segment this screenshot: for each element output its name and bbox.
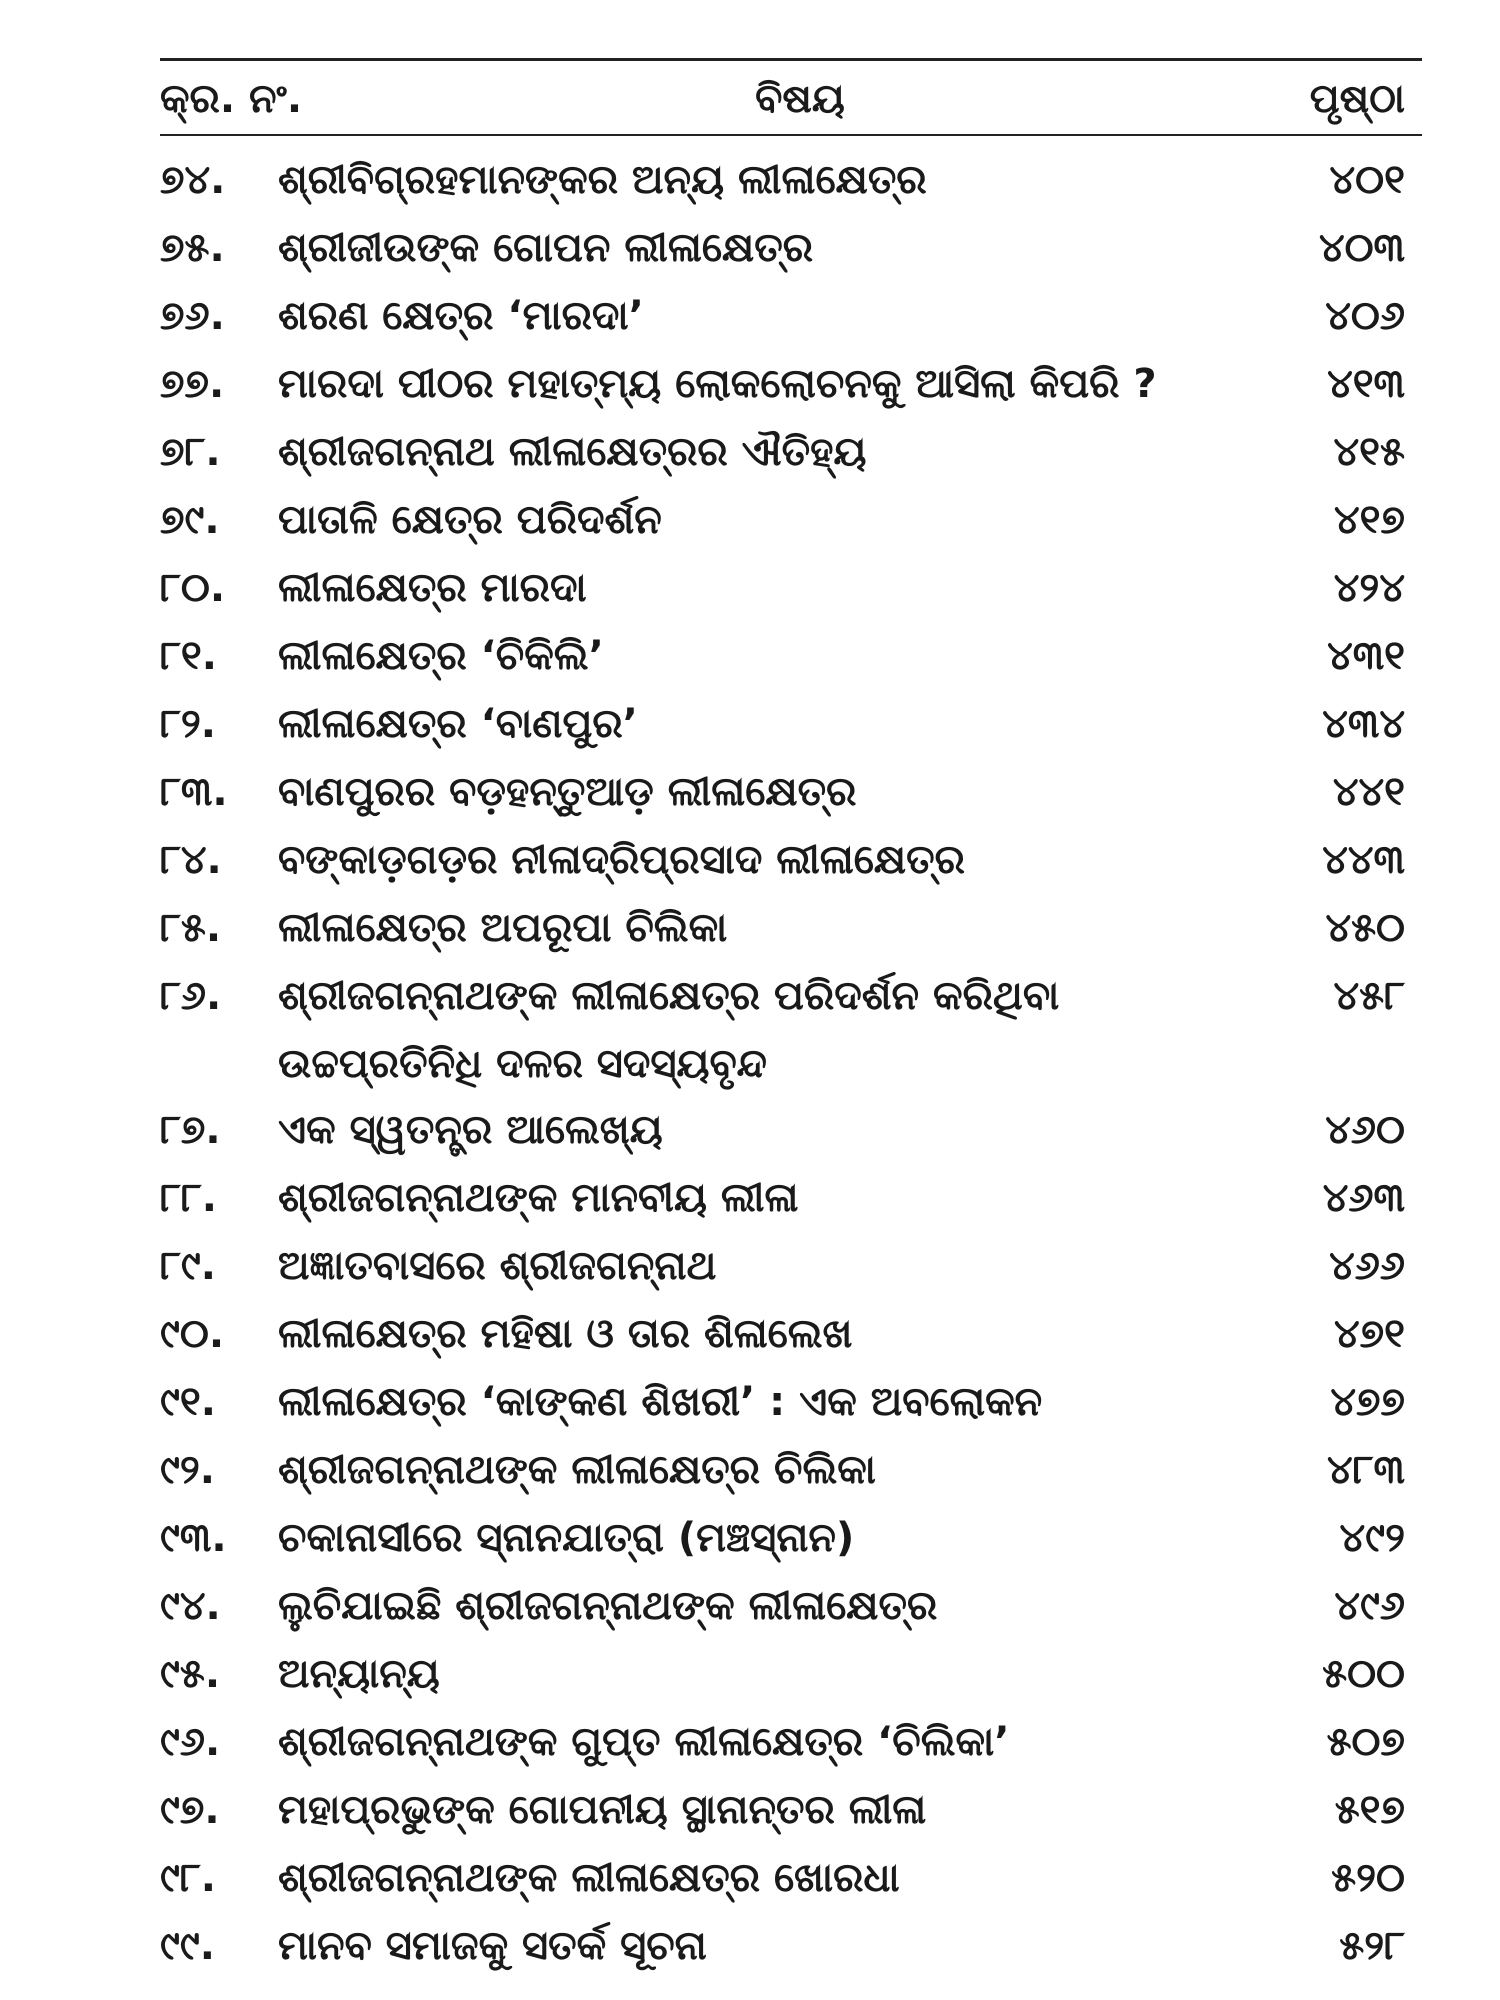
entry-title-line: ଲୀଳାକ୍ଷେତ୍ର ମହିଷା ଓ ତାର ଶିଳାଲେଖ [278, 1311, 853, 1357]
entry-page-number: ୪୨୪ [1333, 565, 1405, 611]
entry-number: ୮୦. [160, 565, 226, 611]
entry-number: ୯୯. [160, 1923, 215, 1969]
entry-number: ୮୪. [160, 837, 222, 883]
entry-title [278, 350, 1238, 418]
entry-title [278, 1708, 1238, 1776]
toc-entry [0, 1640, 1500, 1708]
header-number-label: କ୍ର. ନଂ. [160, 76, 303, 122]
entry-number: ୯୮. [160, 1855, 216, 1901]
entry-title-line: ମାନବ ସମାଜକୁ ସତର୍କ ସୂଚନା [278, 1923, 707, 1969]
entry-page-number: ୪୯୨ [1339, 1515, 1405, 1561]
toc-entry [0, 486, 1500, 554]
toc-entry [0, 1912, 1500, 1980]
entry-title [278, 1164, 1238, 1232]
entry-title [278, 418, 1238, 486]
entry-title-line: ଚକାନାସୀରେ ସ୍ନାନଯାତ୍ରା (ମଞ୍ଚସ୍ନାନ) [278, 1515, 855, 1561]
entry-title [278, 1640, 1238, 1708]
entry-title [278, 1096, 1238, 1164]
entry-title [278, 282, 1238, 350]
toc-entry [0, 758, 1500, 826]
entry-title-line: ଲୀଳାକ୍ଷେତ୍ର ‘ବାଣପୁର’ [278, 701, 638, 747]
toc-list [0, 146, 1500, 1980]
entry-page-number: ୪୭୭ [1330, 1379, 1405, 1425]
entry-number: ୯୧. [160, 1379, 216, 1425]
entry-title-line: ଲୀଳାକ୍ଷେତ୍ର ମାରଦା [278, 565, 587, 611]
entry-page-number: ୪୬୬ [1329, 1243, 1405, 1289]
entry-title-line: ଏକ ସ୍ୱତନ୍ତ୍ର ଆଲେଖ୍ୟ [278, 1107, 663, 1153]
entry-number: ୭୮. [160, 429, 221, 475]
toc-header [0, 68, 1500, 130]
entry-title-line: ଶରଣ କ୍ଷେତ୍ର ‘ମାରଦା’ [278, 293, 644, 339]
entry-number: ୭୬. [160, 293, 225, 339]
entry-title-line: ବଙ୍କାଡ଼ଗଡ଼ର ନୀଳାଦ୍ରିପ୍ରସାଦ ଲୀଳାକ୍ଷେତ୍ର [278, 837, 965, 883]
entry-number: ୮୭. [160, 1107, 221, 1153]
entry-number: ୯୫. [160, 1651, 221, 1697]
entry-page-number: ୪୫୦ [1325, 905, 1405, 951]
toc-entry [0, 1776, 1500, 1844]
toc-entry [0, 1368, 1500, 1436]
entry-title [278, 622, 1238, 690]
entry-title-line: ଶ୍ରୀଜଗନ୍ନାଥଙ୍କ ଲୀଳାକ୍ଷେତ୍ର ଚିଲିକା [278, 1447, 876, 1493]
entry-page-number: ୪୬୩ [1322, 1175, 1405, 1221]
entry-title [278, 214, 1238, 282]
entry-page-number: ୪୩୪ [1322, 701, 1405, 747]
toc-entry [0, 826, 1500, 894]
entry-page-number: ୪୪୧ [1332, 769, 1405, 815]
entry-title [278, 1368, 1238, 1436]
toc-entry [0, 962, 1500, 1096]
entry-title-line: ଲୁଚିଯାଇଛି ଶ୍ରୀଜଗନ୍ନାଥଙ୍କ ଲୀଳାକ୍ଷେତ୍ର [278, 1583, 938, 1629]
toc-entry [0, 622, 1500, 690]
entry-title-line: ଶ୍ରୀଜଗନ୍ନାଥଙ୍କ ଲୀଳାକ୍ଷେତ୍ର ଖୋରଧା [278, 1855, 900, 1901]
entry-title-line-2: ଉଚ୍ଚପ୍ରତିନିଧି ଦଳର ସଦସ୍ୟବୃନ୍ଦ [278, 1041, 767, 1087]
entry-title [278, 1844, 1238, 1912]
entry-page-number: ୫୦୭ [1326, 1719, 1405, 1765]
header-subject-label: ବିଷୟ [755, 76, 845, 122]
entry-page-number: ୪୧୭ [1334, 497, 1405, 543]
entry-title [278, 690, 1238, 758]
toc-entry [0, 282, 1500, 350]
entry-page-number: ୪୦୧ [1329, 157, 1405, 203]
entry-title-line: ଶ୍ରୀଜଗନ୍ନାଥଙ୍କ ଗୁପ୍ତ ଲୀଳାକ୍ଷେତ୍ର ‘ଚିଲିକା’ [278, 1719, 1010, 1765]
entry-title [278, 1776, 1238, 1844]
entry-number: ୮୬. [160, 973, 222, 1019]
entry-number: ୯୨. [160, 1447, 215, 1493]
entry-page-number: ୪୧୩ [1327, 361, 1405, 407]
entry-title [278, 826, 1238, 894]
entry-title-line: ଅଜ୍ଞାତବାସରେ ଶ୍ରୀଜଗନ୍ନାଥ [278, 1243, 717, 1289]
entry-title [278, 1504, 1238, 1572]
entry-title [278, 1912, 1238, 1980]
entry-page-number: ୪୩୧ [1327, 633, 1405, 679]
entry-title [278, 962, 1238, 1098]
entry-page-number: ୫୨୮ [1339, 1923, 1405, 1969]
entry-number: ୮୨. [160, 701, 216, 747]
entry-title-line: ପାତାଳି କ୍ଷେତ୍ର ପରିଦର୍ଶନ [278, 497, 662, 543]
toc-entry [0, 1164, 1500, 1232]
entry-title-line: ଲୀଳାକ୍ଷେତ୍ର ‘କାଙ୍କଣ ଶିଖରୀ’ : ଏକ ଅବଲୋକନ [278, 1379, 1043, 1425]
entry-number: ୮୧. [160, 633, 217, 679]
entry-title [278, 554, 1238, 622]
entry-number: ୭୪. [160, 157, 226, 203]
entry-title [278, 1436, 1238, 1504]
entry-page-number: ୫୦୦ [1322, 1651, 1405, 1697]
entry-number: ୮୯. [160, 1243, 216, 1289]
entry-title-line: ଶ୍ରୀଜଗନ୍ନାଥଙ୍କ ମାନବୀୟ ଲୀଳା [278, 1175, 799, 1221]
entry-title-line: ମାରଦା ପୀଠର ମହାତ୍ମ୍ୟ ଲୋକଲୋଚନକୁ ଆସିଲା କିପରି ? [278, 361, 1157, 407]
entry-title-line: ଶ୍ରୀଜଗନ୍ନାଥ ଲୀଳାକ୍ଷେତ୍ରର ଐତିହ୍ୟ [278, 429, 867, 475]
entry-page-number: ୪୦୬ [1325, 293, 1405, 339]
toc-entry [0, 418, 1500, 486]
toc-entry [0, 554, 1500, 622]
entry-page-number: ୫୧୭ [1334, 1787, 1405, 1833]
entry-title-line: ମହାପ୍ରଭୁଙ୍କ ଗୋପନୀୟ ସ୍ଥାନାନ୍ତର ଲୀଳା [278, 1787, 927, 1833]
entry-page-number: ୪୪୩ [1322, 837, 1405, 883]
toc-entry [0, 1300, 1500, 1368]
entry-number: ୮୮. [160, 1175, 217, 1221]
toc-entry [0, 1436, 1500, 1504]
entry-title-line: ଅନ୍ୟାନ୍ୟ [278, 1651, 440, 1697]
entry-page-number: ୪୯୬ [1334, 1583, 1405, 1629]
toc-entry [0, 350, 1500, 418]
entry-page-number: ୫୨୦ [1331, 1855, 1405, 1901]
toc-entry [0, 1232, 1500, 1300]
entry-title-line: ଶ୍ରୀଜୀଉଙ୍କ ଗୋପନ ଲୀଳାକ୍ଷେତ୍ର [278, 225, 814, 271]
entry-number: ୮୩. [160, 769, 228, 815]
entry-number: ୯୦. [160, 1311, 225, 1357]
entry-title [278, 1232, 1238, 1300]
toc-entry [0, 1844, 1500, 1912]
entry-title [278, 146, 1238, 214]
toc-entry [0, 690, 1500, 758]
entry-number: ୯୪. [160, 1583, 221, 1629]
entry-title [278, 486, 1238, 554]
entry-title-line: ଲୀଳାକ୍ଷେତ୍ର ଅପରୂପା ଚିଲିକା [278, 905, 728, 951]
entry-number: ୯୩. [160, 1515, 227, 1561]
header-page-label: ପୃଷ୍ଠା [1309, 76, 1405, 122]
entry-title [278, 1572, 1238, 1640]
entry-title-line: ଶ୍ରୀଜଗନ୍ନାଥଙ୍କ ଲୀଳାକ୍ଷେତ୍ର ପରିଦର୍ଶନ କରିଥିବା [278, 973, 1060, 1019]
entry-page-number: ୪୦୩ [1318, 225, 1405, 271]
entry-page-number: ୪୭୧ [1334, 1311, 1405, 1357]
entry-title [278, 758, 1238, 826]
entry-number: ୮୫. [160, 905, 222, 951]
entry-title [278, 894, 1238, 962]
toc-entry [0, 1708, 1500, 1776]
toc-entry [0, 1504, 1500, 1572]
entry-number: ୯୭. [160, 1787, 220, 1833]
entry-number: ୭୭. [160, 361, 225, 407]
toc-entry [0, 894, 1500, 962]
entry-number: ୯୬. [160, 1719, 221, 1765]
entry-title [278, 1300, 1238, 1368]
toc-entry [0, 214, 1500, 282]
entry-page-number: ୪୧୫ [1333, 429, 1405, 475]
toc-entry [0, 146, 1500, 214]
entry-page-number: ୪୫୮ [1333, 973, 1405, 1019]
entry-title-line: ଲୀଳାକ୍ଷେତ୍ର ‘ଚିକିଲି’ [278, 633, 604, 679]
entry-number: ୭୫. [160, 225, 225, 271]
entry-title-line: ବାଣପୁରର ବଡ଼ହନ୍ତୁଆଡ଼ ଲୀଳାକ୍ଷେତ୍ର [278, 769, 857, 815]
top-rule [160, 58, 1422, 61]
entry-title-line: ଶ୍ରୀବିଗ୍ରହମାନଙ୍କର ଅନ୍ୟ ଲୀଳାକ୍ଷେତ୍ର [278, 157, 927, 203]
entry-page-number: ୪୮୩ [1327, 1447, 1405, 1493]
entry-number: ୭୯. [160, 497, 220, 543]
entry-page-number: ୪୬୦ [1325, 1107, 1405, 1153]
toc-entry [0, 1096, 1500, 1164]
toc-entry [0, 1572, 1500, 1640]
header-rule [160, 134, 1422, 136]
